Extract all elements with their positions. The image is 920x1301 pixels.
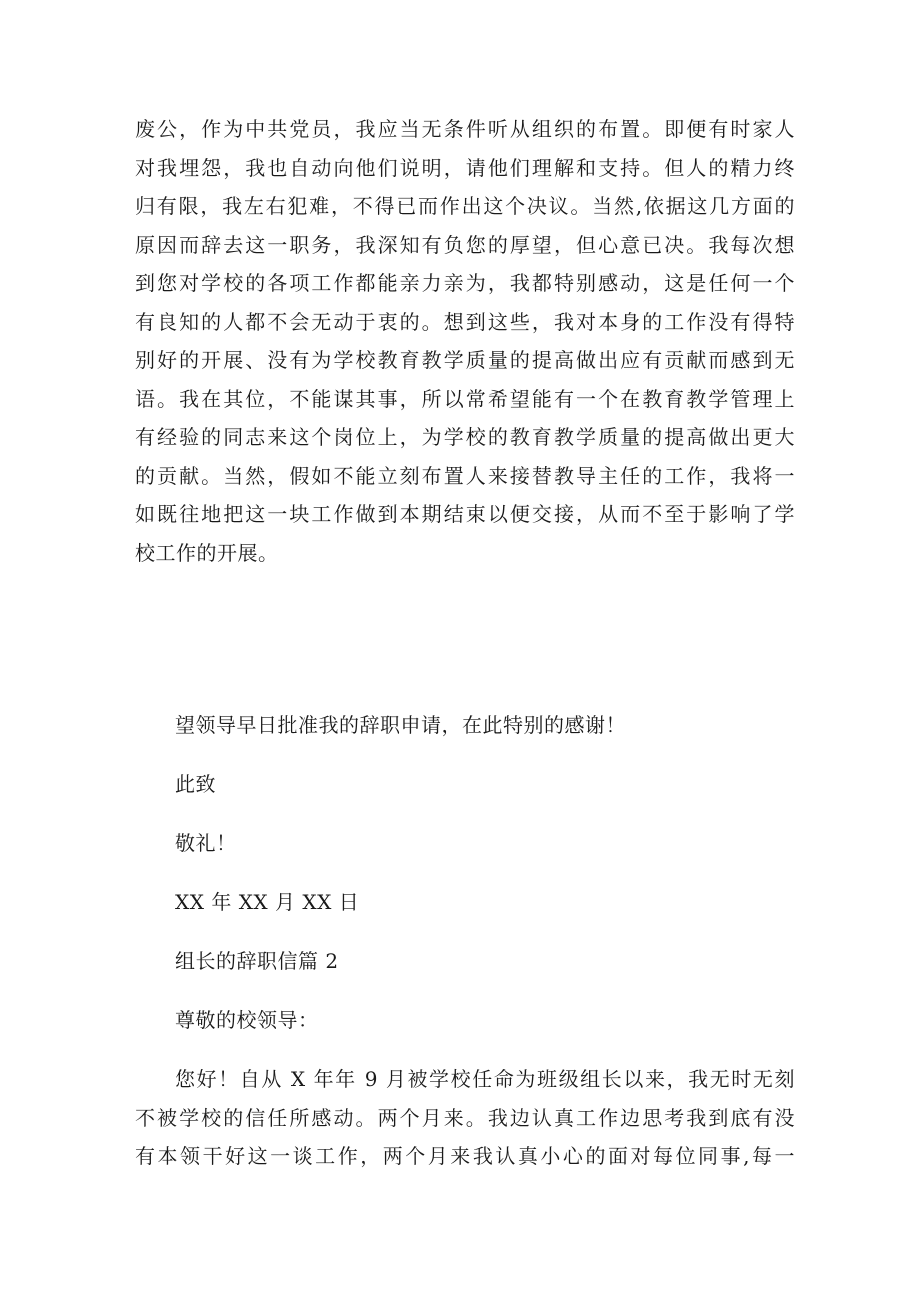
paragraph-line: 废公，作为中共党员，我应当无条件听从组织的布置。即便有时家人 [135,117,795,141]
paragraph-line: 对我埋怨，我也自动向他们说明，请他们理解和支持。但人的精力终 [135,155,795,180]
paragraph-line: 如既往地把这一块工作做到本期结束以便交接，从而不至于影响了学 [135,502,795,526]
paragraph-line: 原因而辞去这一职务，我深知有负您的厚望，但心意已决。我每次想 [135,232,795,257]
closing-salute: 敬礼！ [175,831,237,855]
closing-greeting: 此致 [175,772,216,796]
section-title: 组长的辞职信篇 2 [175,949,339,973]
request-line: 望领导早日批准我的辞职申请，在此特别的感谢！ [175,713,626,737]
paragraph-line: 到您对学校的各项工作都能亲力亲为，我都特别感动，这是任何一个 [135,271,795,295]
paragraph-line-last: 校工作的开展。 [135,540,279,565]
body-paragraph-1 [135,110,795,572]
paragraph-line: 别好的开展、没有为学校教育教学质量的提高做出应有贡献而感到无 [135,348,795,372]
paragraph-line: 归有限，我左右犯难，不得已而作出这个决议。当然,依据这几方面的 [135,194,795,218]
paragraph-line-first: 您好！自从 X 年年 9 月被学校任命为班级组长以来，我无时无刻 [175,1067,795,1091]
paragraph-line: 有良知的人都不会无动于衷的。想到这些，我对本身的工作没有得特 [135,309,795,334]
date-line: XX 年 XX 月 XX 日 [175,890,360,914]
paragraph-line: 有经验的同志来这个岗位上，为学校的教育教学质量的提高做出更大 [135,425,795,449]
body-paragraph-2 [135,1060,795,1176]
salutation: 尊敬的校领导： [175,1008,319,1032]
paragraph-line: 语。我在其位，不能谋其事，所以常希望能有一个在教育教学管理上 [135,386,795,411]
paragraph-line: 有本领干好这一谈工作，两个月来我认真小心的面对每位同事,每一 [135,1144,795,1168]
paragraph-line: 的贡献。当然，假如不能立刻布置人来接替教导主任的工作，我将一 [135,463,795,488]
paragraph-line: 不被学校的信任所感动。两个月来。我边认真工作边思考我到底有没 [135,1105,795,1130]
